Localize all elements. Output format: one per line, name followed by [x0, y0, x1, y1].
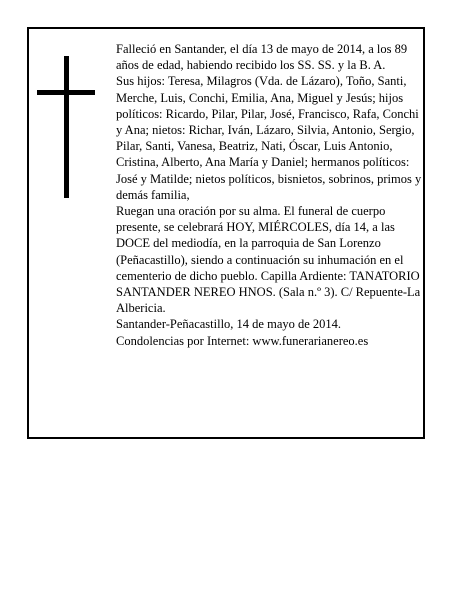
death-announcement: Falleció en Santander, el día 13 de mayo de 2014, a los 89 años de edad, habiendo recibido los SS. SS. y la B. A. — [116, 42, 408, 73]
place-date: Santander-Peñacastillo, 14 de mayo de 2014. — [116, 317, 342, 332]
cross-horizontal-bar — [37, 90, 95, 95]
cross-icon — [37, 56, 95, 198]
family-list: Sus hijos: Teresa, Milagros (Vda. de Lázaro), Toño, Santi, Merche, Luis, Conchi, Emilia, Ana, Miguel y Jesús; hijos políticos: Ricardo, Pilar, Pilar, José, Francisco, Rafa, Conchi y Ana; nietos: Richar, Iván, Lázaro, Silvia, Antonio, Sergio, Pilar, Santi, Vanesa, Beatriz, Nati, Óscar, Luis Antonio, Cristina, Alberto, Ana María y Daniel; hermanos políticos: José y Matilde; nietos políticos, bisnietos, sobrinos, primos y demás familia, — [116, 74, 422, 202]
obituary-notice — [27, 27, 425, 439]
condolences-line: Condolencias por Internet: www.funerarianereo.es — [116, 333, 369, 348]
funeral-details: Ruegan una oración por su alma. El funeral de cuerpo presente, se celebrará HOY, MIÉRCOLES, día 14, a las DOCE del mediodía, en la parroquia de San Lorenzo (Peñacastillo), siendo a continuación su inhumación en el cementerio de dicho pueblo. Capilla Ardiente: TANATORIO SANTANDER NEREO HNOS. (Sala n.º 3). C/ Repuente-La Albericia. — [116, 204, 421, 316]
cross-vertical-bar — [64, 56, 69, 198]
notice-text — [116, 41, 422, 349]
